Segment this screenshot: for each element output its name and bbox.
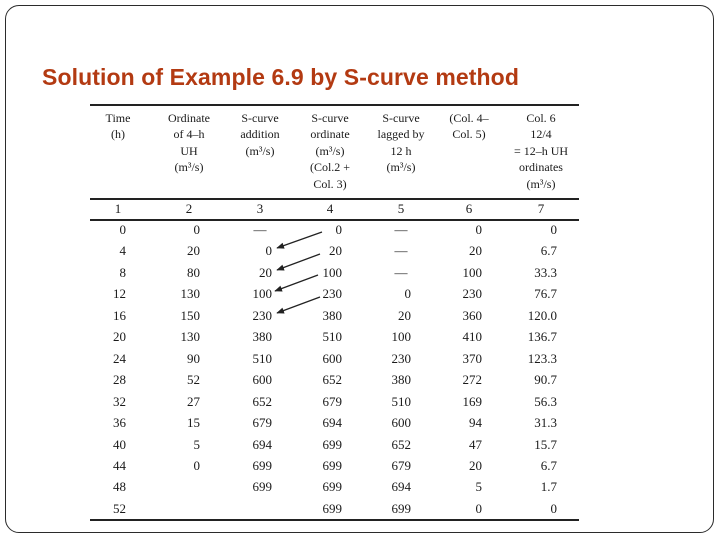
column-header-line: S-curve [382,111,420,125]
table-cell: 510 [391,393,411,409]
table-cell: 380 [322,307,342,323]
column-header-line: (Col. 4– [449,111,489,125]
table-cell: 36 [113,415,126,431]
column-number: 1 [114,201,122,216]
column-header-2 [168,110,210,176]
table-cell: 130 [180,329,200,345]
column-header-line: UH [180,143,198,158]
column-header-line: addition [240,127,280,142]
table-cell: 0 [193,457,200,473]
table-cell: 32 [113,393,126,409]
table-cell: 90.7 [534,372,557,388]
table-cell: 20 [259,264,272,280]
column-header-line: 12 h [390,143,412,158]
table-cell: 652 [322,372,342,388]
column-header-line: Col. 6 [526,111,556,125]
table-cell: 56.3 [534,393,557,409]
table-cell: 699 [252,457,272,473]
table-cell: 230 [391,350,411,366]
table-cell: 120.0 [527,307,557,323]
table-top-rule [90,104,579,106]
column-number: 2 [185,201,193,216]
column-header-line: of 4–h [173,127,205,142]
table-cell: 40 [113,436,126,452]
column-header-4 [310,110,350,192]
table-cell: 230 [252,307,272,323]
table-cell: 28 [113,372,126,388]
table-cell: 5 [193,436,200,452]
table-cell: 272 [462,372,482,388]
column-header-1 [106,110,131,143]
column-header-line: (m³/s) [245,143,275,158]
table-cell: 694 [322,415,342,431]
table-cell: 410 [462,329,482,345]
table-cell: 652 [252,393,272,409]
table-cell: 20 [469,243,482,259]
column-header-line: 12/4 [530,127,552,142]
table-cell: 100 [462,264,482,280]
column-header-line: (m³/s) [526,176,556,191]
column-header-line: ordinate [310,127,350,142]
table-cell: 0 [119,222,126,237]
table-cell: 20 [329,243,342,259]
table-cell: 652 [391,436,411,452]
column-header-line: (h) [111,127,125,142]
table-cell: 699 [252,479,272,495]
table-cell: 0 [193,222,200,237]
table-cell: 48 [113,479,126,495]
table-cell: 679 [252,415,272,431]
table-cell: 136.7 [527,329,557,345]
table-cell: 679 [391,457,411,473]
table-cell: 94 [469,415,482,431]
table-cell: 6.7 [540,243,557,259]
column-header-line: ordinates [518,160,563,175]
table-cell: 230 [322,286,342,302]
column-header-line: S-curve [311,111,349,125]
table-cell: 699 [322,457,342,473]
table-cell: 0 [475,222,482,237]
table-cell: 510 [252,350,272,366]
table-cell: 130 [180,286,200,302]
table-cell: — [394,243,408,259]
table-cell: 47 [469,436,482,452]
table-cell: 20 [398,307,411,323]
table-cell: 0 [335,222,342,237]
table-cell: 169 [462,393,482,409]
table-cell: 33.3 [534,264,557,280]
table-cell: 27 [187,393,200,409]
table-cell: 699 [322,500,342,516]
table-cell: 20 [187,243,200,259]
table-cell: 679 [322,393,342,409]
table-cell: — [394,222,408,237]
table-cell: 600 [252,372,272,388]
table-cell: 380 [391,372,411,388]
column-number: 5 [397,201,405,216]
table-cell: 600 [391,415,411,431]
table-cell: 15.7 [534,436,557,452]
table-cell: 20 [469,457,482,473]
column-header-line: S-curve [241,111,279,125]
table-cell: 370 [462,350,482,366]
column-header-line: (m³/s) [386,160,416,175]
table-cell: 699 [391,500,411,516]
table-cell: 16 [113,307,126,323]
table-cell: 230 [462,286,482,302]
column-header-3 [240,110,279,159]
table-bottom-rule [90,519,579,521]
table-cell: 699 [322,436,342,452]
table-cell: 1.7 [540,479,557,495]
table-cell: 360 [462,307,482,323]
column-header-line: Ordinate [168,111,210,125]
column-header-line: Time [105,111,131,125]
table-cell: 600 [322,350,342,366]
table-cell: 24 [113,350,126,366]
column-header-line: lagged by [377,127,425,142]
column-number: 7 [537,201,545,216]
column-header-line: Col. 5) [452,127,486,142]
header-bottom-rule [90,198,579,200]
table-cell: 100 [391,329,411,345]
table-cell: 90 [187,350,200,366]
table-cell: 76.7 [534,286,557,302]
table-cell: 6.7 [540,457,557,473]
column-number: 3 [256,201,264,216]
column-header-line: = 12–h UH [513,143,569,158]
table-cell: 150 [180,307,200,323]
table-cell: 31.3 [534,415,557,431]
slide-title: Solution of Example 6.9 by S-curve method [42,64,519,90]
table-cell: 699 [322,479,342,495]
column-header-line: (m³/s) [174,160,204,175]
table-cell: 694 [391,479,411,495]
column-header-line: Col. 3) [313,176,347,191]
table-cell: 100 [322,264,342,280]
table-cell: 100 [252,286,272,302]
table-cell: 0 [475,500,482,516]
table-cell: 123.3 [527,350,557,366]
table-cell: 0 [265,243,272,259]
column-header-7 [514,110,568,192]
column-number: 6 [465,201,473,216]
table-cell: — [253,222,267,237]
table-cell: 5 [475,479,482,495]
column-header-line: (Col.2 + [309,160,351,175]
table-cell: 80 [187,264,200,280]
table-cell: — [394,264,408,280]
table-cell: 510 [322,329,342,345]
column-header-6 [449,110,488,143]
table-cell: 12 [113,286,126,302]
table-cell: 0 [550,500,557,516]
table-cell: 52 [187,372,200,388]
table-cell: 44 [113,457,126,473]
table-cell: 694 [252,436,272,452]
table-cell: 8 [119,264,126,280]
table-cell: 20 [113,329,126,345]
table-cell: 0 [404,286,411,302]
table-cell: 15 [187,415,200,431]
table-cell: 380 [252,329,272,345]
table-cell: 4 [119,243,126,259]
column-header-5 [378,110,425,176]
column-number-rule [90,219,579,221]
column-header-line: (m³/s) [315,143,345,158]
table-cell: 52 [113,500,126,516]
column-number: 4 [326,201,334,216]
table-cell: 0 [550,222,557,237]
